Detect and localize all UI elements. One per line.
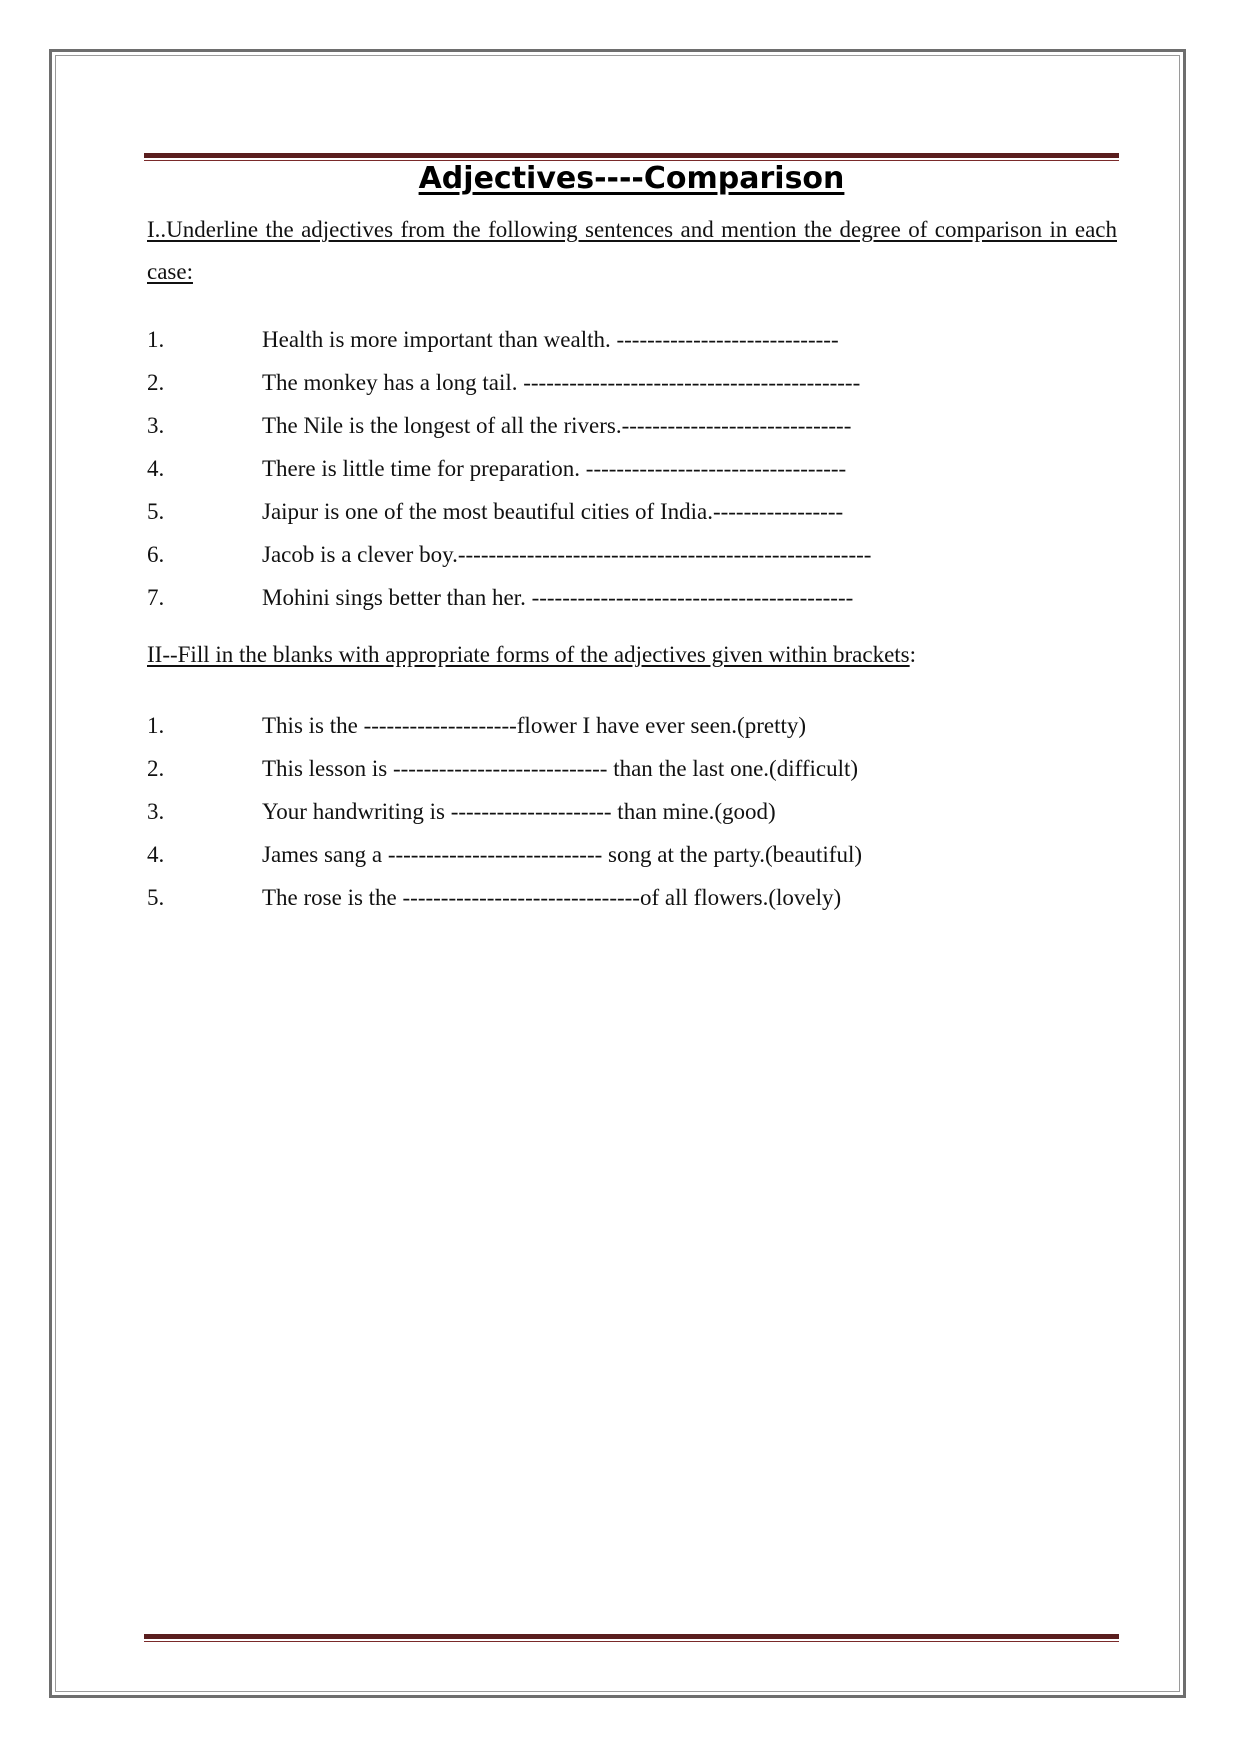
section-2-instruction <box>147 634 1117 676</box>
section-2-list <box>147 704 862 919</box>
list-item <box>147 747 862 790</box>
list-item <box>147 704 862 747</box>
item-number: 6. <box>147 542 165 567</box>
list-item <box>147 447 871 490</box>
item-text: Your handwriting is --------------------- than mine.(good) <box>262 799 776 824</box>
item-number: 4. <box>147 456 165 481</box>
section-1-list <box>147 318 871 619</box>
section-2-colon: : <box>909 642 917 667</box>
item-text: The Nile is the longest of all the rivers.------------------------------ <box>262 413 852 438</box>
page-title: Adjectives----Comparison <box>418 161 845 196</box>
item-text: The rose is the -------------------------------of all flowers.(lovely) <box>262 885 842 910</box>
item-text: Health is more important than wealth. ----------------------------- <box>262 327 839 352</box>
list-item <box>147 790 862 833</box>
item-number: 7. <box>147 585 165 610</box>
item-text: There is little time for preparation. ---------------------------------- <box>262 456 847 481</box>
section-2-instruction-text: II--Fill in the blanks with appropriate forms of the adjectives given within brackets <box>147 642 910 667</box>
item-number: 2. <box>147 370 165 395</box>
list-item <box>147 404 871 447</box>
list-item <box>147 318 871 361</box>
item-text: This lesson is ---------------------------- than the last one.(difficult) <box>262 756 859 781</box>
item-number: 5. <box>147 499 165 524</box>
item-number: 1. <box>147 713 165 738</box>
section-1-instruction: I..Underline the adjectives from the following sentences and mention the degree of comparison in each case: <box>147 217 1117 284</box>
bottom-divider <box>144 1634 1119 1642</box>
list-item <box>147 533 871 576</box>
list-item <box>147 833 862 876</box>
item-number: 3. <box>147 799 165 824</box>
item-text: Jaipur is one of the most beautiful cities of India.----------------- <box>262 499 844 524</box>
item-text: James sang a ---------------------------- song at the party.(beautiful) <box>262 842 863 867</box>
list-item <box>147 876 862 919</box>
item-number: 2. <box>147 756 165 781</box>
item-number: 4. <box>147 842 165 867</box>
top-divider <box>144 153 1119 161</box>
item-text: The monkey has a long tail. -------------------------------------------- <box>262 370 861 395</box>
item-number: 3. <box>147 413 165 438</box>
list-item <box>147 361 871 404</box>
list-item <box>147 576 871 619</box>
item-number: 5. <box>147 885 165 910</box>
item-number: 1. <box>147 327 165 352</box>
item-text: Mohini sings better than her. ------------------------------------------ <box>262 585 854 610</box>
list-item <box>147 490 871 533</box>
item-text: This is the --------------------flower I have ever seen.(pretty) <box>262 713 807 738</box>
item-text: Jacob is a clever boy.------------------------------------------------------ <box>262 542 872 567</box>
